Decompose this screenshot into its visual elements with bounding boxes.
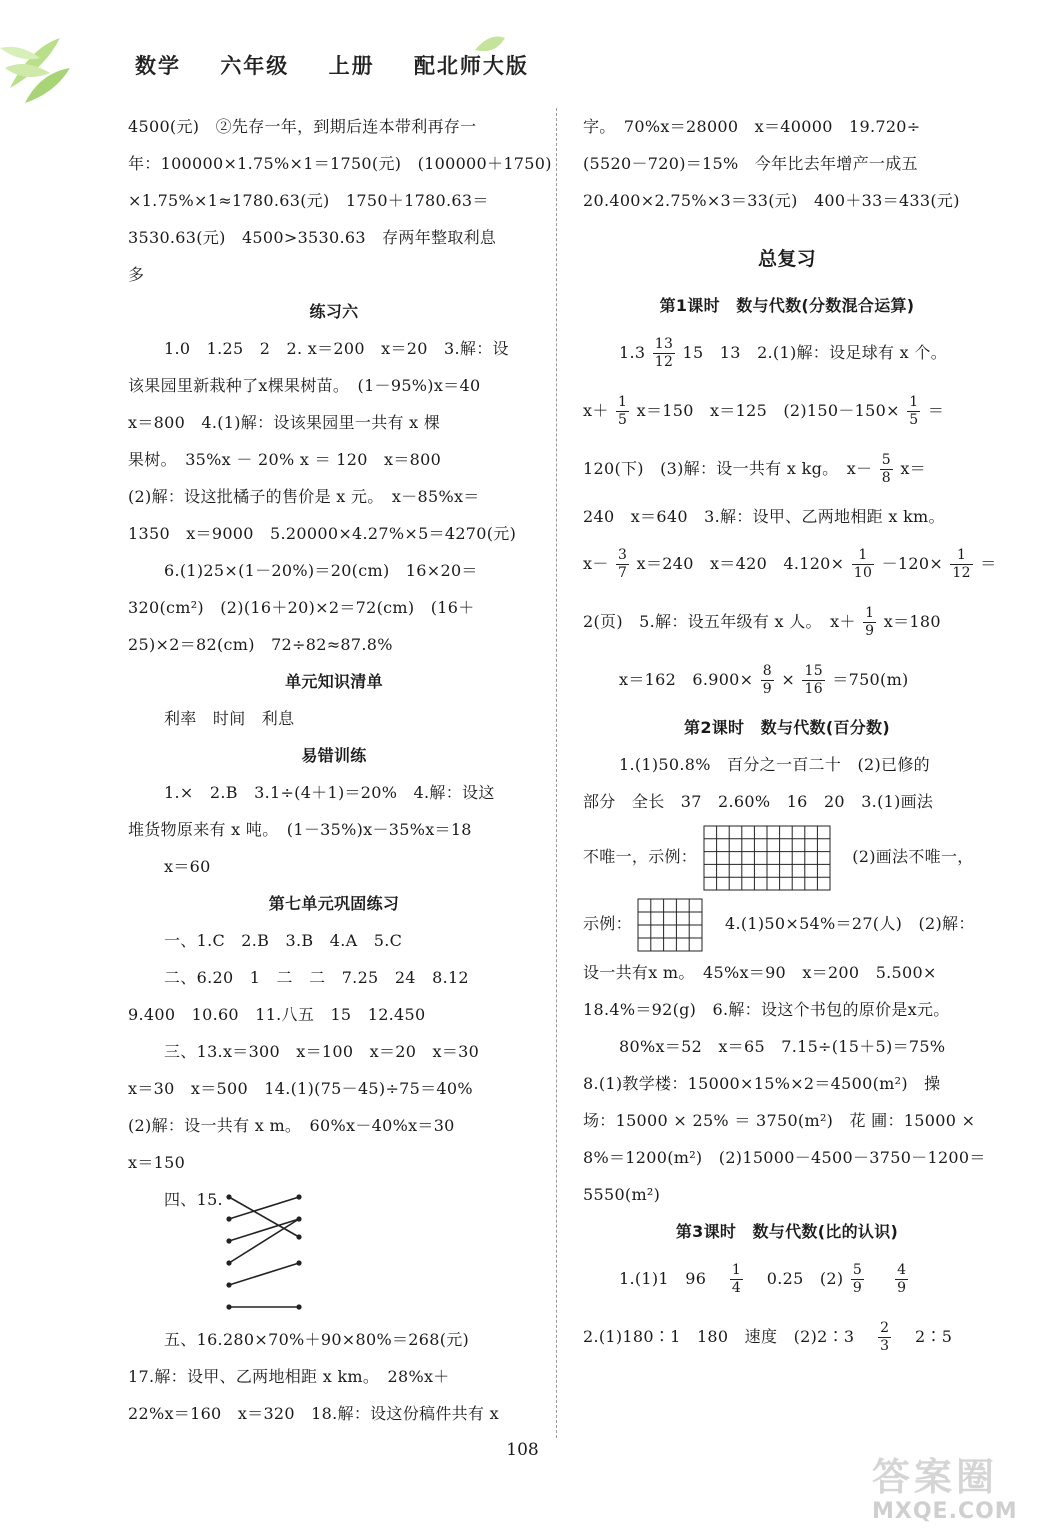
answer-line: 一、1.C 2.B 3.B 4.A 5.C [164, 931, 403, 950]
fraction [616, 394, 629, 429]
text: 120(下) (3)解：设一共有 x kg。 x－ [583, 459, 873, 478]
answer-line [583, 324, 991, 382]
text: ＝ [980, 554, 997, 573]
answer-line: ×1.75%×1≈1780.63(元) 1750＋1780.63＝ [128, 191, 489, 210]
text: x＋ [583, 401, 609, 420]
watermark-bottom: MXQE.COM [872, 1499, 1018, 1524]
column-divider [556, 108, 557, 1438]
answer-line: 该果园里新栽种了x棵果树苗。 (1－95%)x＝40 [128, 376, 481, 395]
numerator: 1 [852, 547, 874, 565]
text: 1.3 [619, 343, 651, 362]
text: x＝ [900, 459, 926, 478]
answer-line: 6.(1)25×(1－20%)＝20(cm) 16×20＝ [164, 561, 478, 580]
header-grade: 六年级 [220, 54, 290, 78]
numerator: 1 [731, 1262, 742, 1278]
answer-line [583, 1250, 991, 1308]
header-edition: 配北师大版 [413, 54, 529, 78]
text: x＝180 [883, 612, 941, 631]
answer-line [583, 1308, 991, 1366]
bamboo-leaf-icon [0, 28, 110, 108]
answer-line: (2)解：设这批橘子的售价是 x 元。 x－85%x＝ [128, 487, 480, 506]
answer-line: 17.解：设甲、乙两地相距 x km。 28%x＋ [128, 1367, 450, 1386]
answer-line [583, 894, 991, 954]
answer-line: 4500(元) ②先存一年，到期后连本带利再存一 [128, 117, 477, 136]
answer-line: (2)解：设一共有 x m。 60%x－40%x＝30 [128, 1116, 455, 1135]
fraction [878, 1320, 891, 1355]
answer-line: 25)×2＝82(cm) 72÷82≈87.8% [128, 635, 393, 654]
numerator: 2 [880, 1320, 890, 1336]
text: 不唯一，示例： [583, 847, 698, 866]
denominator: 9 [897, 1280, 907, 1296]
denominator: 9 [865, 623, 875, 639]
fraction [852, 547, 874, 582]
answer-line: 1.× 2.B 3.1÷(4＋1)＝20% 4.解：设这 [164, 783, 495, 802]
text: 0.25 (2) [750, 1269, 844, 1288]
fraction [880, 452, 893, 487]
section-heading-lianxi6: 练习六 [309, 302, 359, 321]
answer-line: 二、6.20 1 二 二 7.25 24 8.12 [164, 968, 469, 987]
matching-lines-diagram [223, 1189, 308, 1319]
header-subject: 数学 [135, 54, 181, 78]
answer-line: 18.4%＝92(g) 6.解：设这个书包的原价是x元。 [583, 1000, 950, 1019]
denominator: 4 [731, 1280, 742, 1296]
text: x＝150 x＝125 (2)150－150× [636, 401, 900, 420]
matching-figure [128, 1181, 540, 1321]
answer-line: x＝800 4.(1)解：设该果园里一共有 x 棵 [128, 413, 441, 432]
answer-line: 部分 全长 37 2.60% 16 20 3.(1)画法 [583, 792, 934, 811]
numerator: 1 [950, 547, 972, 565]
denominator: 5 [909, 412, 919, 428]
page-header [0, 0, 1045, 100]
denominator: 10 [853, 565, 873, 581]
text: x＝162 6.900× [619, 670, 754, 689]
watermark-top: 答案圈 [872, 1455, 999, 1499]
answer-line: 1.(1)50.8% 百分之一百二十 (2)已修的 [619, 755, 930, 774]
denominator: 8 [881, 470, 891, 486]
answer-line: 1.0 1.25 2 2. x＝200 x＝20 3.解：设 [164, 339, 509, 358]
answer-line: 3530.63(元) 4500>3530.63 存两年整取利息 [128, 228, 497, 247]
lesson-heading-2: 第2课时 数与代数(百分数) [684, 718, 890, 737]
numerator: 4 [897, 1262, 907, 1278]
answer-line: 三、13.x＝300 x＝100 x＝20 x＝30 [164, 1042, 480, 1061]
answer-line: 320(cm²) (2)(16＋20)×2＝72(cm) (16＋ [128, 598, 475, 617]
fraction [863, 605, 876, 640]
denominator: 9 [762, 681, 772, 697]
numerator: 3 [618, 547, 628, 563]
answer-line: 9.400 10.60 11.八五 15 12.450 [128, 1005, 426, 1024]
numerator: 15 [804, 663, 823, 679]
denominator: 16 [804, 681, 823, 697]
fraction [851, 1262, 864, 1297]
numerator: 5 [852, 1262, 863, 1278]
denominator: 12 [952, 565, 971, 581]
answer-line: x＝30 x＝500 14.(1)(75－45)÷75＝40% [128, 1079, 473, 1098]
numerator: 5 [881, 452, 891, 468]
fraction [616, 547, 629, 582]
answer-line: 果树。 35%x － 20% x ＝ 120 x＝800 [128, 450, 442, 469]
answer-line [583, 382, 991, 440]
answer-line: (5520－720)＝15% 今年比去年增产一成五 [583, 154, 918, 173]
denominator: 3 [880, 1338, 890, 1354]
answer-line [583, 651, 991, 709]
left-column [128, 108, 552, 1432]
fraction [653, 336, 675, 371]
header-volume: 上册 [328, 54, 375, 78]
answer-line: x＝60 [164, 857, 211, 876]
answer-line: 多 [128, 265, 145, 284]
text: 2(页) 5.解：设五年级有 x 人。 x＋ [583, 612, 856, 631]
text: 2∶5 [898, 1327, 953, 1346]
answer-line: 字。 70%x＝28000 x＝40000 19.720÷ [583, 117, 921, 136]
numerator: 13 [654, 336, 674, 352]
text: (2)画法不唯一， [835, 847, 974, 866]
watermark-logo [872, 1455, 1037, 1533]
text: －120× [881, 554, 944, 573]
denominator: 9 [852, 1280, 863, 1296]
fraction [950, 547, 972, 582]
answer-line: 22%x＝160 x＝320 18.解：设这份稿件共有 x [128, 1404, 499, 1423]
text: x＝240 x＝420 4.120× [636, 554, 845, 573]
text: × [781, 670, 796, 689]
answer-line: 240 x＝640 3.解：设甲、乙两地相距 x km。 [583, 507, 945, 526]
answer-line: 场：15000 × 25% ＝ 3750(m²) 花 圃：15000 × [583, 1111, 976, 1130]
grid-drawing-5x4 [637, 898, 703, 952]
text: ＝750(m) [832, 670, 909, 689]
section-heading-unit7: 第七单元巩固练习 [268, 894, 400, 913]
answer-line: 设一共有x m。 45%x＝90 x＝200 5.500× [583, 963, 937, 982]
answer-line: 五、16.280×70%＋90×80%＝268(元) [164, 1330, 470, 1349]
answer-line [583, 535, 997, 593]
numerator: 1 [865, 605, 875, 621]
lesson-heading-1: 第1课时 数与代数(分数混合运算) [659, 296, 915, 315]
fraction [761, 663, 774, 698]
answer-line: 堆货物原来有 x 吨。 (1－35%)x－35%x＝18 [128, 820, 472, 839]
text: 2.(1)180∶1 180 速度 (2)2∶3 [583, 1327, 871, 1346]
page-number: 108 [506, 1440, 539, 1460]
section-heading-knowledge: 单元知识清单 [285, 672, 383, 691]
answer-line [583, 440, 991, 498]
numerator: 8 [762, 663, 772, 679]
answer-line: 8.(1)教学楼：15000×15%×2＝4500(m²) 操 [583, 1074, 941, 1093]
answer-line [583, 820, 991, 894]
answer-line: 8%＝1200(m²) (2)15000－4500－3750－1200＝ [583, 1148, 986, 1167]
text: ＝ [927, 401, 945, 420]
answer-line: 20.400×2.75%×3＝33(元) 400＋33＝433(元) [583, 191, 960, 210]
right-column [583, 108, 997, 1366]
answer-line: 80%x＝52 x＝65 7.15÷(15＋5)＝75% [619, 1037, 946, 1056]
grid-drawing-10x5 [703, 825, 831, 891]
fraction [802, 663, 824, 698]
denominator: 7 [618, 565, 628, 581]
text: 示例： [583, 914, 632, 933]
denominator: 5 [618, 412, 628, 428]
denominator: 12 [654, 354, 674, 370]
answer-line: 四、15. [164, 1190, 223, 1209]
fraction [730, 1262, 743, 1297]
lesson-heading-3: 第3课时 数与代数(比的认识) [675, 1222, 899, 1241]
answer-line: 1350 x＝9000 5.20000×4.27%×5＝4270(元) [128, 524, 517, 543]
section-heading-error-training: 易错训练 [301, 746, 367, 765]
numerator: 1 [618, 394, 628, 410]
answer-line: 利率 时间 利息 [164, 709, 295, 728]
answer-line [583, 593, 991, 651]
text [871, 1269, 887, 1288]
header-title [135, 50, 559, 80]
answer-line: x＝150 [128, 1153, 186, 1172]
text: 4.(1)50×54%＝27(人) (2)解： [708, 914, 975, 933]
text: x－ [583, 554, 609, 573]
text: 15 13 2.(1)解：设足球有 x 个。 [682, 343, 947, 362]
answer-line: 年：100000×1.75%×1＝1750(元) (100000＋1750) [128, 154, 552, 173]
fraction [895, 1262, 908, 1297]
section-heading-review: 总复习 [758, 248, 816, 270]
answer-line: 5550(m²) [583, 1185, 661, 1204]
numerator: 1 [909, 394, 919, 410]
text: 1.(1)1 96 [619, 1269, 723, 1288]
fraction [907, 394, 920, 429]
